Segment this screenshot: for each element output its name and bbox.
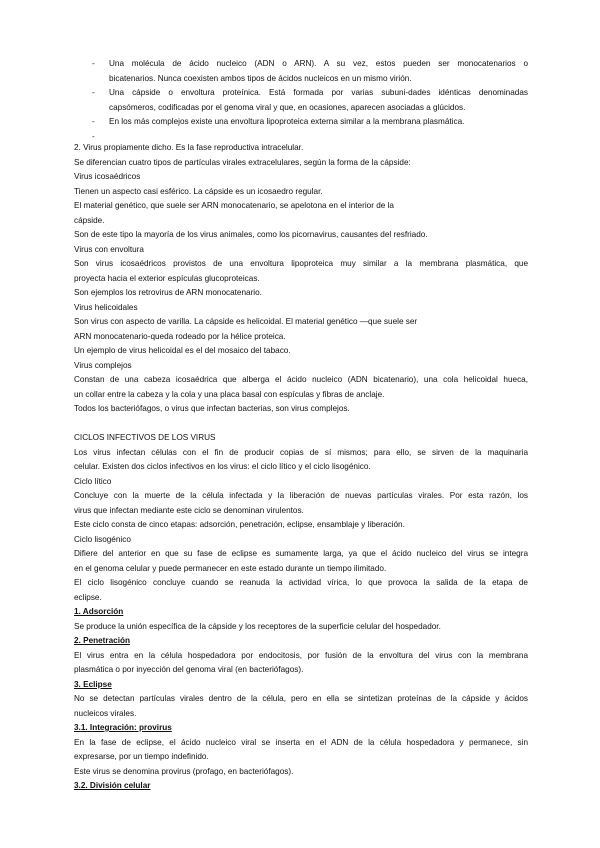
body-text-line: en el genoma celular y puede permanecer en este estado durante un tiempo ilimitado. bbox=[74, 563, 387, 573]
body-text-line: Son virus icosaédricos provistos de una envoltura lipoproteica muy similar a la membrana plasmática, que bbox=[74, 259, 528, 268]
body-text-line: ARN monocatenario-queda rodeado por la hélice proteica. bbox=[74, 331, 286, 341]
section-heading: 2. Penetración bbox=[74, 636, 130, 645]
bullet-item-line: En los más complejos existe una envoltura lipoproteica externa similar a la membrana plasmática. bbox=[109, 117, 465, 126]
body-text-line: No se detectan partículas virales dentro de la célula, pero en ella se sintetizan proteínas de la cápside y ácidos bbox=[74, 694, 528, 703]
section-heading: 3.1. Integración: provirus bbox=[74, 723, 172, 732]
bullet-marker: - bbox=[92, 117, 95, 126]
body-text-line: 2. Virus propiamente dicho. Es la fase reproductiva intracelular. bbox=[74, 143, 304, 152]
body-text-line: Todos los bacteriófagos, o virus que infectan bacterias, son virus complejos. bbox=[74, 404, 350, 413]
body-text-line: Ciclo lisogénico bbox=[74, 534, 131, 544]
body-text-line: Un ejemplo de virus helicoidal es el del mosaico del tabaco. bbox=[74, 346, 291, 355]
bullet-marker: - bbox=[92, 59, 95, 68]
bullet-item-line: Una molécula de ácido nucleico (ADN o ARN). A su vez, estos pueden ser monocatenarios o bbox=[109, 59, 528, 68]
body-text-line: expresarse, por un tiempo indefinido. bbox=[74, 752, 209, 761]
body-text-line: CICLOS INFECTIVOS DE LOS VIRUS bbox=[74, 433, 216, 442]
body-text-line: Son ejemplos los retrovirus de ARN monocatenario. bbox=[74, 288, 262, 297]
body-text-line: Son de este tipo la mayoría de los virus animales, como los picornavirus, causantes del resfriado. bbox=[74, 230, 428, 239]
body-text-line: plasmática o por inyección del genoma viral (en bacteriófagos). bbox=[74, 665, 304, 674]
body-text-line: eclipse. bbox=[74, 592, 102, 602]
body-text-line: Se diferencian cuatro tipos de partículas virales extracelulares, según la forma de la cápside: bbox=[74, 157, 411, 167]
body-text-line: un collar entre la cabeza y la cola y una placa basal con espículas y fibras de anclaje. bbox=[74, 389, 385, 399]
body-text-line: Difiere del anterior en que su fase de eclipse es sumamente larga, ya que el ácido nucleico del virus se integra bbox=[74, 549, 528, 558]
body-text-line: Concluye con la muerte de la célula infectada y la liberación de nuevas partículas virales. Por esta razón, los bbox=[74, 491, 528, 500]
body-text-line: El material genético, que suele ser ARN monocatenario, se apelotona en el interior de la bbox=[74, 201, 394, 210]
body-text-line: Virus complejos bbox=[74, 360, 132, 370]
body-text-line: proyecta hacia el exterior espículas glucoproteicas. bbox=[74, 273, 260, 283]
body-text-line: El ciclo lisogénico concluye cuando se reanuda la actividad vírica, lo que provoca la salida de la etapa de bbox=[74, 578, 528, 587]
body-text-line: Se produce la unión específica de la cápside y los receptores de la superficie celular del hospedador. bbox=[74, 621, 441, 631]
body-text-line: Son virus con aspecto de varilla. La cápside es helicoidal. El material genético —que suele ser bbox=[74, 317, 418, 326]
body-text-line: El virus entra en la célula hospedadora por endocitosis, por fusión de la envoltura del virus con la membrana bbox=[74, 650, 528, 660]
bullet-marker: - bbox=[92, 131, 95, 141]
section-heading: 3. Eclipse bbox=[74, 679, 112, 689]
body-text-line: Tienen un aspecto casi esférico. La cápside es un icosaedro regular. bbox=[74, 186, 323, 196]
body-text-line: Virus icosaédricos bbox=[74, 172, 141, 181]
body-text-line: Ciclo lítico bbox=[74, 476, 112, 486]
body-text-line: nucleicos virales. bbox=[74, 708, 137, 718]
body-text-line: cápside. bbox=[74, 215, 105, 225]
bullet-marker: - bbox=[92, 88, 95, 97]
body-text-line: Virus helicoidales bbox=[74, 302, 138, 312]
body-text-line: Virus con envoltura bbox=[74, 244, 144, 254]
bullet-item-line: capsómeros, codificadas por el genoma viral y que, en ocasiones, aparecen asociadas a glúcidos. bbox=[109, 102, 466, 112]
body-text-line: Constan de una cabeza icosaédrica que alberga el ácido nucleico (ADN bicatenario), una cola helicoidal hueca, bbox=[74, 375, 528, 384]
body-text-line: En la fase de eclipse, el ácido nucleico viral se inserta en el ADN de la célula hospedadora y permanece, sin bbox=[74, 737, 528, 747]
bullet-item-line: Una cápside o envoltura proteínica. Está formada por varias subuni-dades idénticas denominadas bbox=[109, 88, 528, 97]
body-text-line: virus que infectan mediante este ciclo se denominan virulentos. bbox=[74, 505, 304, 515]
bullet-item-line: bicatenarios. Nunca coexisten ambos tipos de ácidos nucleicos en un mismo virión. bbox=[109, 73, 412, 83]
body-text-line: Este virus se denomina provirus (profago, en bacteriófagos). bbox=[74, 766, 294, 776]
body-text-line: Los virus infectan células con el fin de producir copias de sí mismos; para ello, se sirven de la maquinaria bbox=[74, 447, 528, 457]
body-text-line: Este ciclo consta de cinco etapas: adsorción, penetración, eclipse, ensamblaje y liberación. bbox=[74, 520, 405, 529]
section-heading: 3.2. División celular bbox=[74, 781, 151, 790]
section-heading: 1. Adsorción bbox=[74, 607, 124, 616]
body-text-line: celular. Existen dos ciclos infectivos en los virus: el ciclo lítico y el ciclo lisogénico. bbox=[74, 462, 371, 471]
